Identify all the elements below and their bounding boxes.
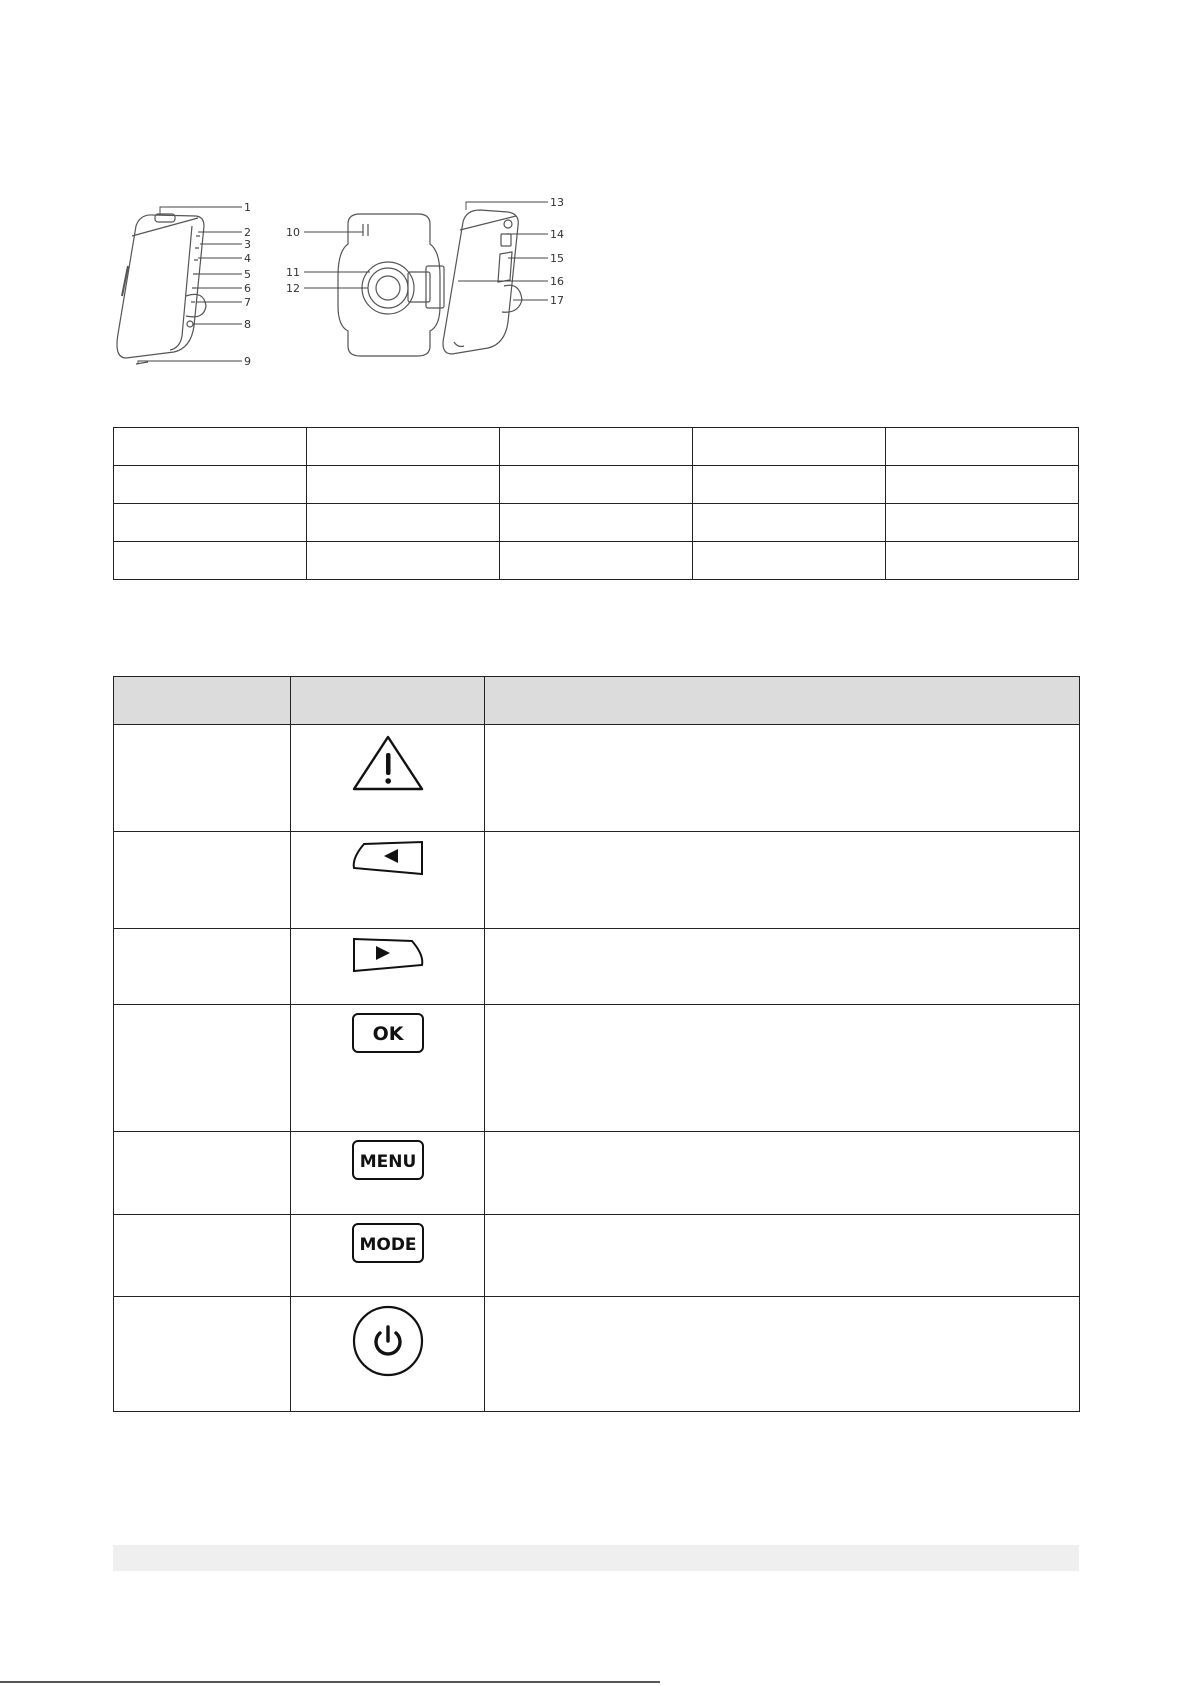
key-name	[114, 1005, 291, 1132]
table-header-row	[114, 677, 1080, 725]
table-cell	[500, 466, 693, 504]
callout-5: 5	[244, 268, 251, 281]
callout-7: 7	[244, 296, 251, 309]
callout-8: 8	[244, 318, 251, 331]
table-row	[114, 725, 1080, 832]
table-cell	[693, 428, 886, 466]
table-cell	[114, 466, 307, 504]
table-cell	[114, 428, 307, 466]
callout-17: 17	[550, 294, 564, 307]
table-cell	[886, 466, 1079, 504]
device-diagram	[108, 196, 608, 396]
parts-table	[113, 427, 1079, 580]
key-description	[485, 725, 1080, 832]
menu-key-label: MENU	[359, 1152, 416, 1172]
table-row	[114, 466, 1079, 504]
table-cell	[307, 542, 500, 580]
right-arrow-key-icon	[350, 935, 426, 975]
left-arrow-key-icon	[350, 838, 426, 878]
callout-3: 3	[244, 238, 251, 251]
callout-14: 14	[550, 228, 564, 241]
callout-16: 16	[550, 275, 564, 288]
table-cell	[307, 428, 500, 466]
table-cell	[500, 542, 693, 580]
callout-11: 11	[286, 266, 300, 279]
table-row	[114, 1297, 1080, 1412]
column-header	[485, 677, 1080, 725]
table-cell	[307, 466, 500, 504]
key-name	[114, 832, 291, 929]
menu-key-icon	[350, 1138, 426, 1182]
key-name	[114, 1297, 291, 1412]
callout-13: 13	[550, 196, 564, 209]
table-row	[114, 504, 1079, 542]
table-cell	[886, 504, 1079, 542]
key-description	[485, 832, 1080, 929]
footer-bar	[113, 1545, 1079, 1571]
icon-cell	[291, 1297, 485, 1412]
device-line-drawing	[108, 196, 608, 396]
table-cell	[886, 428, 1079, 466]
table-cell	[114, 504, 307, 542]
ok-key-icon	[350, 1011, 426, 1055]
callout-15: 15	[550, 252, 564, 265]
table-row	[114, 832, 1080, 929]
callout-6: 6	[244, 282, 251, 295]
table-cell	[500, 428, 693, 466]
icon-cell	[291, 929, 485, 1005]
page-edge-line	[0, 1681, 660, 1683]
ok-key-label: OK	[372, 1023, 403, 1045]
icon-cell	[291, 725, 485, 832]
key-function-table	[113, 676, 1080, 1412]
callout-2: 2	[244, 226, 251, 239]
callout-12: 12	[286, 282, 300, 295]
table-row	[114, 1215, 1080, 1297]
key-description	[485, 1005, 1080, 1132]
icon-cell	[291, 1215, 485, 1297]
table-cell	[693, 542, 886, 580]
mode-key-label: MODE	[358, 1235, 417, 1255]
column-header	[291, 677, 485, 725]
warning-triangle-icon	[350, 731, 426, 791]
key-name	[114, 1132, 291, 1215]
table-row	[114, 1005, 1080, 1132]
key-description	[485, 1297, 1080, 1412]
table-row	[114, 428, 1079, 466]
table-cell	[693, 504, 886, 542]
table-cell	[307, 504, 500, 542]
mode-key-icon	[350, 1221, 426, 1265]
callout-9: 9	[244, 355, 251, 368]
table-cell	[114, 542, 307, 580]
key-name	[114, 1215, 291, 1297]
power-key-icon	[350, 1303, 426, 1379]
icon-cell	[291, 1132, 485, 1215]
table-row	[114, 542, 1079, 580]
callout-10: 10	[286, 226, 300, 239]
key-description	[485, 929, 1080, 1005]
table-cell	[500, 504, 693, 542]
key-description	[485, 1132, 1080, 1215]
table-cell	[886, 542, 1079, 580]
key-description	[485, 1215, 1080, 1297]
key-name	[114, 725, 291, 832]
column-header	[114, 677, 291, 725]
key-name	[114, 929, 291, 1005]
icon-cell	[291, 832, 485, 929]
callout-4: 4	[244, 252, 251, 265]
table-cell	[693, 466, 886, 504]
icon-cell	[291, 1005, 485, 1132]
table-row	[114, 929, 1080, 1005]
callout-1: 1	[244, 201, 251, 214]
table-row	[114, 1132, 1080, 1215]
